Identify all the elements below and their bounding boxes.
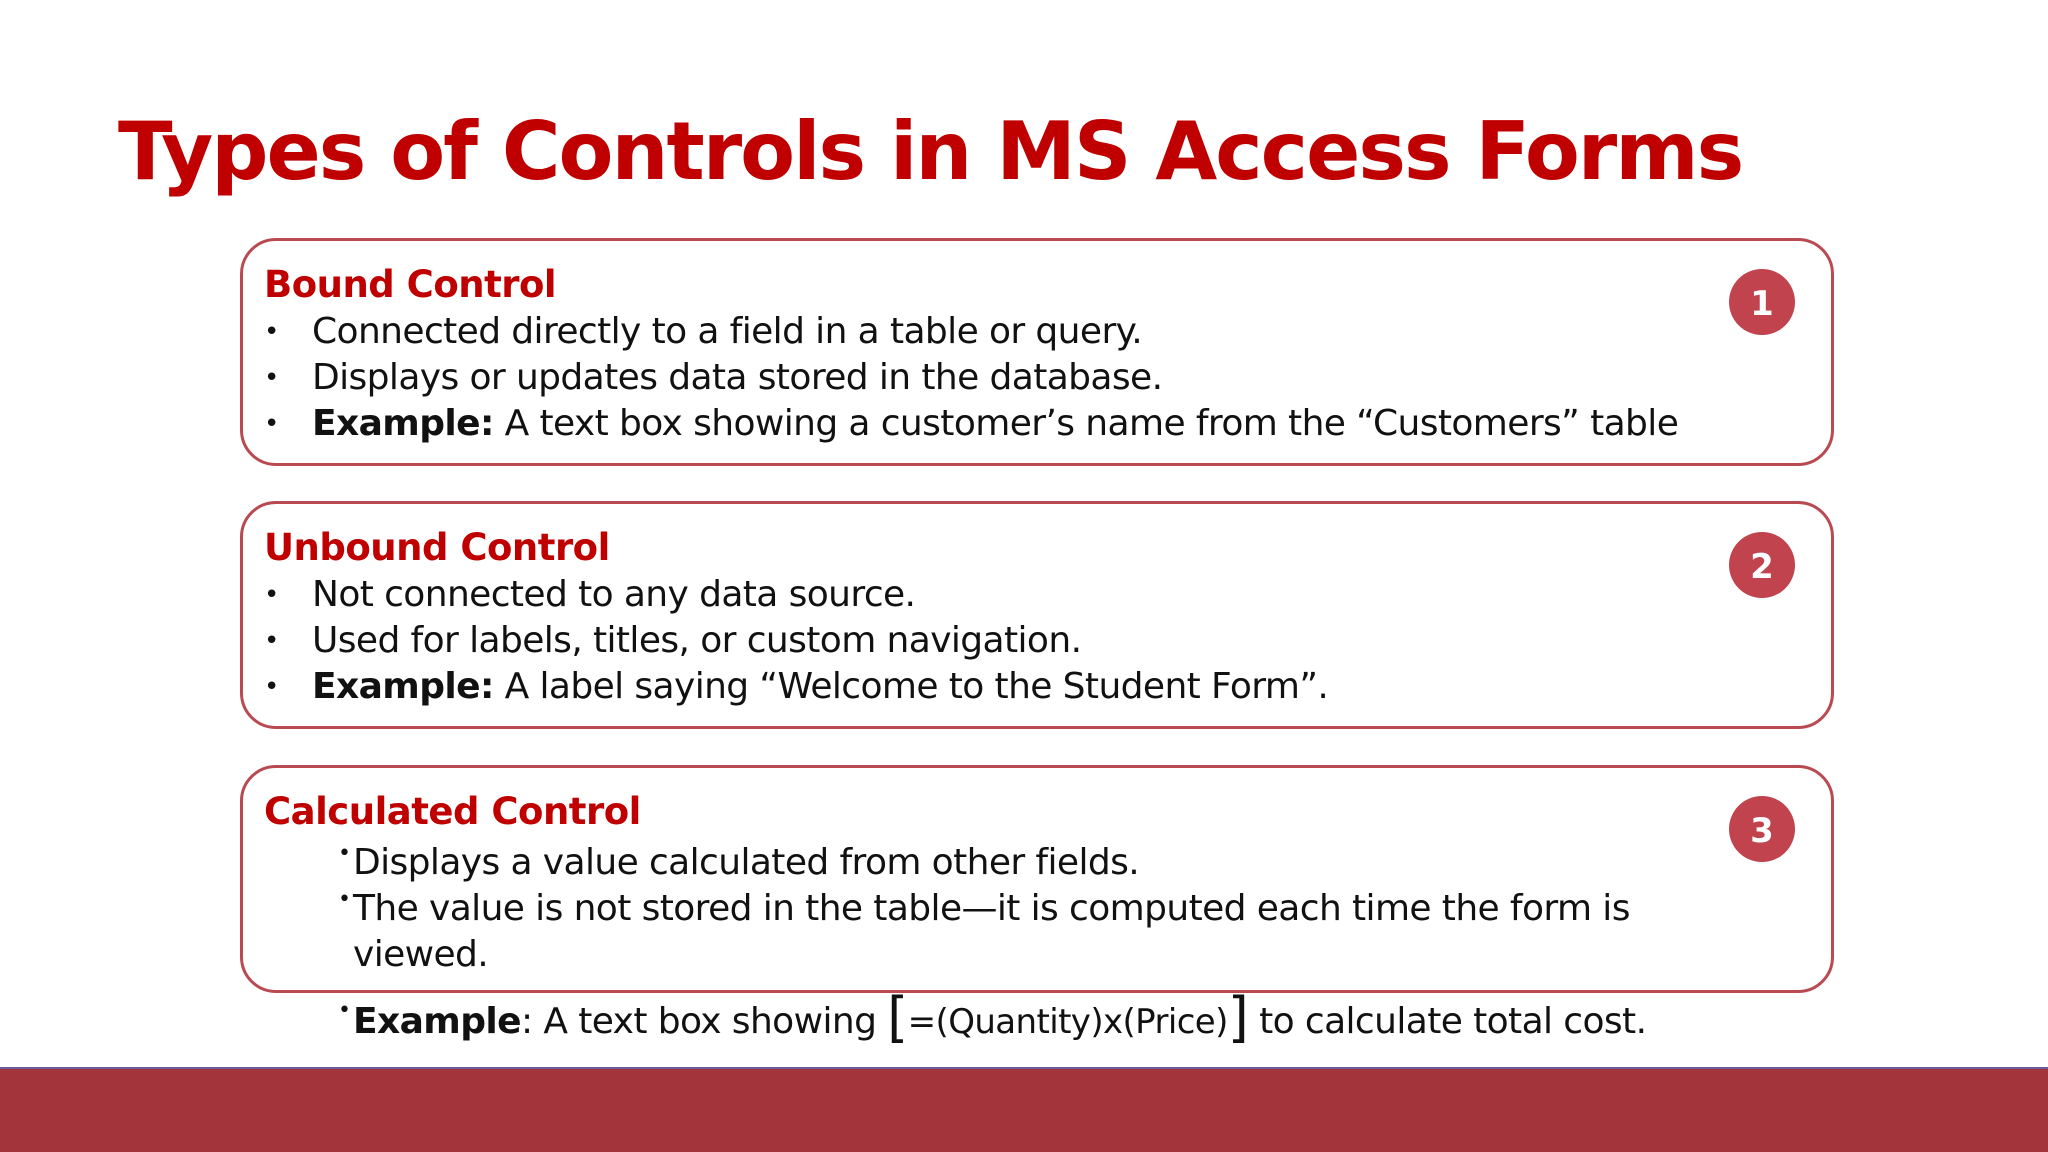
bullet-text: Connected directly to a field in a table or query. xyxy=(312,311,1143,352)
example-tail-text: to calculate total cost. xyxy=(1248,1001,1647,1042)
formula-bracket-close: ] xyxy=(1227,986,1249,1049)
bullet-text: Not connected to any data source. xyxy=(312,574,916,615)
formula-bracket-open: [ xyxy=(887,986,908,1049)
bullet-list xyxy=(264,309,1678,447)
calculated-bullet-list xyxy=(338,840,1683,978)
bullet-icon: • xyxy=(264,317,279,347)
bullet-item xyxy=(264,572,1328,618)
bullet-text: Displays or updates data stored in the database. xyxy=(312,357,1163,398)
bullet-list xyxy=(264,572,1328,710)
card-title: Unbound Control xyxy=(264,526,610,569)
bullet-item xyxy=(264,401,1678,447)
formula-text: =(Quantity)x(Price) xyxy=(907,1002,1228,1042)
bullet-icon: • xyxy=(264,409,279,439)
bullet-text: A text box showing a customer’s name from the “Customers” table xyxy=(493,403,1679,444)
example-label: Example: xyxy=(312,666,494,707)
bullet-text: The value is not stored in the table—it is computed each time the form is viewed. xyxy=(353,888,1630,975)
bullet-icon: • xyxy=(338,998,351,1023)
bullet-item xyxy=(338,840,1683,886)
example-label: Example xyxy=(353,1001,521,1042)
bullet-icon: • xyxy=(338,841,351,866)
bullet-item xyxy=(264,618,1328,664)
bullet-icon: • xyxy=(264,580,279,610)
bullet-icon: • xyxy=(264,363,279,393)
number-badge: 2 xyxy=(1729,532,1795,598)
footer-bar xyxy=(0,1067,2048,1152)
card-title: Bound Control xyxy=(264,263,557,306)
bullet-item xyxy=(264,309,1678,355)
bullet-text: Displays a value calculated from other fields. xyxy=(353,842,1140,883)
calculated-example xyxy=(338,986,1647,1049)
example-lead-text: : A text box showing xyxy=(520,1001,888,1042)
card-unbound-control xyxy=(240,501,1834,729)
bullet-icon: • xyxy=(338,887,351,912)
bullet-text: Used for labels, titles, or custom navigation. xyxy=(312,620,1082,661)
card-title: Calculated Control xyxy=(264,790,641,833)
bullet-icon: • xyxy=(264,672,279,702)
bullet-item xyxy=(264,355,1678,401)
card-bound-control xyxy=(240,238,1834,466)
bullet-text: A label saying “Welcome to the Student Form”. xyxy=(493,666,1329,707)
bullet-item xyxy=(338,886,1683,978)
number-badge: 1 xyxy=(1729,269,1795,335)
number-badge: 3 xyxy=(1729,796,1795,862)
bullet-item xyxy=(264,664,1328,710)
slide-title: Types of Controls in MS Access Forms xyxy=(118,105,1743,198)
example-label: Example: xyxy=(312,403,494,444)
bullet-icon: • xyxy=(264,626,279,656)
